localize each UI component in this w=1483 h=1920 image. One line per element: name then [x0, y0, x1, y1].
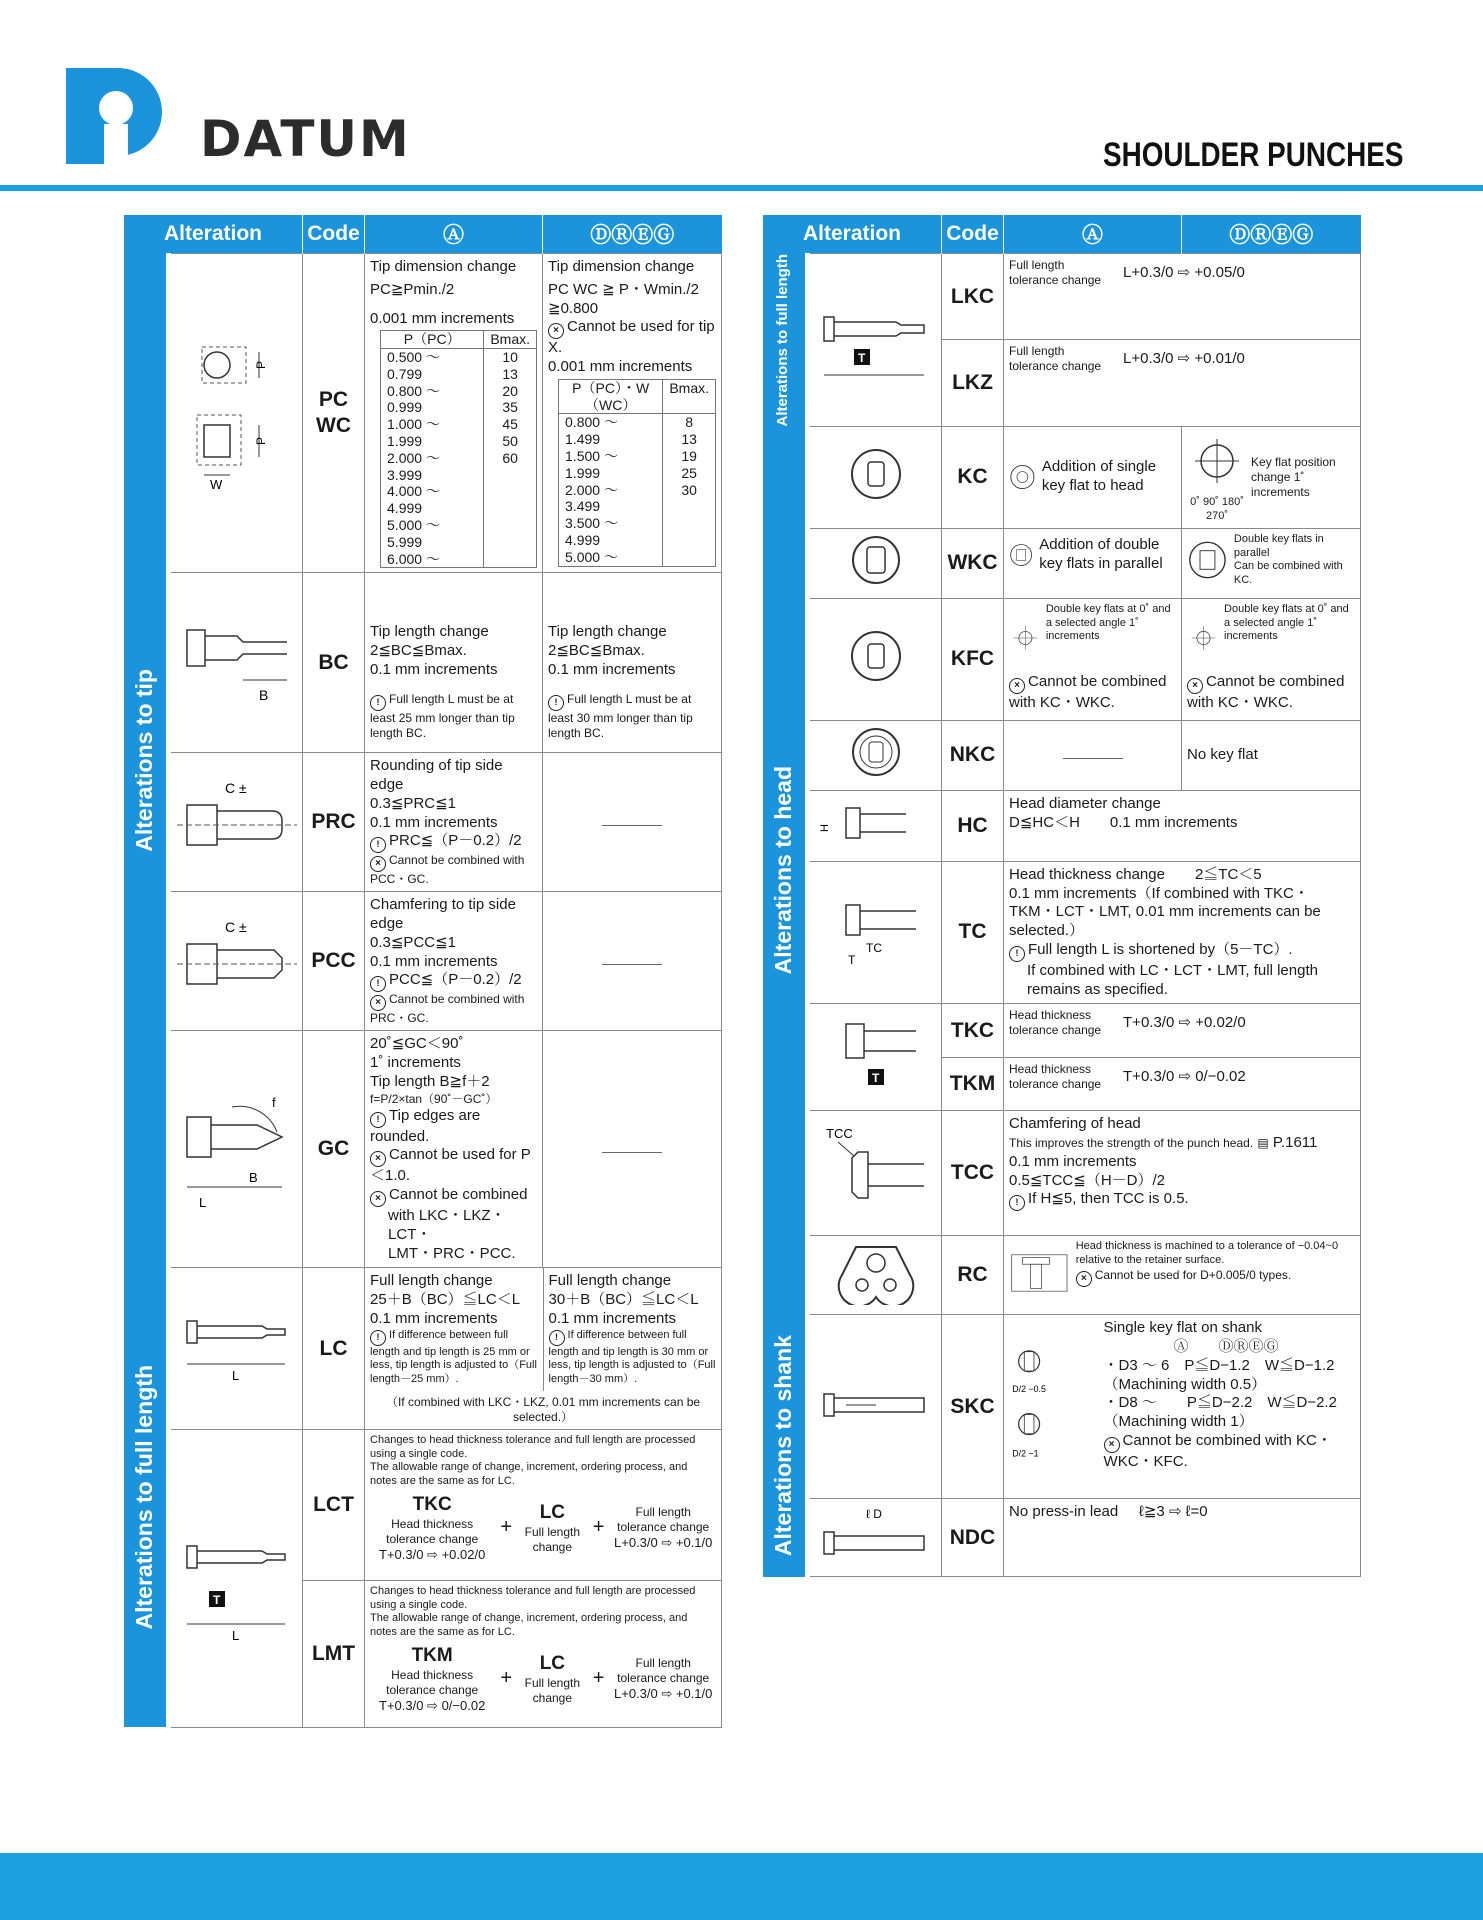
key-flat-icon	[1009, 455, 1036, 499]
svg-text:T: T	[212, 1592, 220, 1607]
ndc-figure	[808, 1499, 942, 1577]
header-alteration: Alteration	[124, 215, 303, 254]
svg-text:TCC: TCC	[825, 1126, 853, 1142]
svg-text:L: L	[231, 1627, 239, 1643]
skc-figure	[808, 1315, 942, 1499]
nkc-d-cell: No key flat	[1182, 720, 1361, 790]
svg-text:B: B	[248, 1169, 258, 1185]
svg-text:W: W	[209, 477, 222, 493]
footer-bar	[0, 1853, 1483, 1920]
rc-figure	[808, 1236, 942, 1315]
x-circle-icon: ×	[370, 995, 386, 1011]
kfc-a-cell: Double key flats at 0˚ and a selected angle 1˚ increments × Cannot be combined with KC・WKC.	[1004, 598, 1182, 720]
svg-text:L: L	[198, 1194, 206, 1210]
wkc-d-cell: Double key flats in parallel Can be combined with KC.	[1182, 528, 1361, 598]
code-kfc: KFC	[942, 598, 1004, 720]
code-hc: HC	[942, 790, 1004, 861]
pcwc-figure	[169, 254, 303, 573]
left-spec-table	[123, 215, 722, 1728]
gc-figure	[169, 1031, 303, 1268]
code-gc: GC	[303, 1031, 365, 1268]
svg-text:P: P	[253, 361, 268, 370]
nkc-a-cell	[1004, 720, 1182, 790]
header-code: Code	[942, 215, 1004, 254]
svg-text:D/2 −0.5: D/2 −0.5	[1012, 1384, 1046, 1395]
code-prc: PRC	[303, 753, 365, 892]
page-ref-icon: ▤	[1257, 1136, 1269, 1150]
shank-key-flat-figure	[1009, 1319, 1098, 1489]
header-alteration: Alteration	[763, 215, 942, 254]
retainer-figure	[1009, 1240, 1070, 1306]
bulb-icon: !	[1009, 946, 1025, 962]
angle-dial-icon	[1187, 431, 1247, 491]
prc-a-cell: Rounding of tip side edge 0.3≦PRC≦1 0.1 mm increments ! PRC≦（P－0.2）/2 × Cannot be combined with PCC・GC.	[365, 753, 543, 892]
lc-figure	[169, 1268, 303, 1430]
pcc-d-cell	[543, 892, 722, 1031]
x-circle-icon: ×	[370, 1151, 386, 1167]
pcc-figure	[169, 892, 303, 1031]
code-kc: KC	[942, 426, 1004, 528]
svg-text:L: L	[231, 1367, 239, 1383]
prc-figure	[169, 753, 303, 892]
lc-cell: Full length change 25＋B（BC）≦LC＜L 0.1 mm increments ! If difference between full length and tip length is 25 mm or less, tip length is adjusted to（Full length－25 mm）. Full length change 30＋B（BC）≦LC＜L 0.1 mm increments ! If difference between full length and tip length is 30 mm or less, tip length is adjusted to（Full length－30 mm）. （If combined with LKC・LKZ, 0.01 mm increments can be selected.）	[365, 1268, 722, 1430]
gc-d-cell	[543, 1031, 722, 1268]
kc-figure	[808, 426, 942, 528]
lmt-cell: Changes to head thickness tolerance and full length are processed using a single code. The allowable range of change, increment, ordering process, and notes are the same as for LC. TKM Head thickness tolerance change T+0.3/0 ⇨ 0/−0.02 + LC Full length change + Full length tolerance change L+0.3/0 ⇨ +0.1/0	[365, 1580, 722, 1727]
header-rule	[0, 185, 1483, 191]
x-circle-icon: ×	[1076, 1271, 1092, 1287]
x-circle-icon: ×	[1104, 1437, 1120, 1453]
bc-a-cell: Tip length change 2≦BC≦Bmax. 0.1 mm increments ! Full length L must be at least 25 mm longer than tip length BC.	[365, 573, 543, 753]
lkz-cell: Full length tolerance change L+0.3/0 ⇨ +0.01/0	[1004, 340, 1361, 426]
header-col-dreg: ⒹⓇⒺⒼ	[543, 215, 722, 254]
code-nkc: NKC	[942, 720, 1004, 790]
page-title: SHOULDER PUNCHES	[1102, 136, 1403, 174]
datum-logo-mark	[66, 68, 162, 164]
skc-cell: D/2 −0.5 D/2 −1 Single key flat on shank Ⓐ ⒹⓇⒺⒼ ・D3 ～ 6 P≦D−1.2 W≦D−1.2 （Machining width 0.5） ・D8 ～ P≦D−2.2 W≦D−2.2 （Machining width 1） × Cannot be combined with KC・WKC・KFC.	[1004, 1315, 1361, 1499]
svg-text:D/2 −1: D/2 −1	[1012, 1448, 1039, 1459]
group-shank: Alterations to shank	[763, 1315, 808, 1577]
tcc-cell: Chamfering of head This improves the strength of the punch head. ▤ P.1611 0.1 mm increments 0.5≦TCC≦（H－D）/2 ! If H≦5, then TCC is 0.5.	[1004, 1111, 1361, 1236]
header-col-dreg: ⒹⓇⒺⒼ	[1182, 215, 1361, 254]
bulb-icon: !	[370, 837, 386, 853]
x-circle-icon: ×	[548, 323, 564, 339]
bulb-icon: !	[370, 1112, 386, 1128]
wkc-a-cell: Addition of double key flats in parallel	[1004, 528, 1182, 598]
svg-text:H: H	[818, 823, 831, 832]
x-circle-icon: ×	[1009, 678, 1025, 694]
code-tcc: TCC	[942, 1111, 1004, 1236]
code-lmt: LMT	[303, 1580, 365, 1727]
x-circle-icon: ×	[1187, 678, 1203, 694]
code-ndc: NDC	[942, 1499, 1004, 1577]
code-pcc: PCC	[303, 892, 365, 1031]
code-lct: LCT	[303, 1429, 365, 1580]
bc-d-cell: Tip length change 2≦BC≦Bmax. 0.1 mm increments ! Full length L must be at least 30 mm longer than tip length BC.	[543, 573, 722, 753]
bulb-icon: !	[1009, 1195, 1025, 1211]
pcwc-a-range-table: P（PC） Bmax. 0.500 ～ 0.799 0.800 ～ 0.999 1.000 ～ 1.999 2.000 ～ 3.999 4.000 ～ 4.999 5.000 ～ 5.999 6.000 ～ 10 13 20 35 45 50 60	[380, 330, 537, 568]
bulb-icon: !	[370, 1330, 386, 1346]
lkc-lkz-figure	[808, 254, 942, 427]
nkc-figure	[808, 720, 942, 790]
prc-d-cell	[543, 753, 722, 892]
svg-text:f: f	[271, 1094, 276, 1110]
code-lkc: LKC	[942, 254, 1004, 340]
kc-a-cell: Addition of single key flat to head	[1004, 426, 1182, 528]
code-skc: SKC	[942, 1315, 1004, 1499]
code-lc: LC	[303, 1268, 365, 1430]
lct-lmt-figure	[169, 1429, 303, 1727]
group-head: Alterations to head	[763, 426, 808, 1315]
svg-text:TC: TC	[865, 940, 882, 955]
bc-figure	[169, 573, 303, 753]
hc-cell: Head diameter change D≦HC＜H 0.1 mm increments	[1004, 790, 1361, 861]
kfc-figure	[808, 598, 942, 720]
tkc-cell: Head thickness tolerance change T+0.3/0 ⇨ +0.02/0	[1004, 1004, 1361, 1058]
svg-text:C ±: C ±	[224, 918, 247, 935]
header-col-a: Ⓐ	[365, 215, 543, 254]
wkc-figure	[808, 528, 942, 598]
code-bc: BC	[303, 573, 365, 753]
code-tkm: TKM	[942, 1058, 1004, 1111]
brand-name: DATUM	[200, 110, 411, 168]
svg-text:P: P	[253, 437, 268, 446]
header-col-a: Ⓐ	[1004, 215, 1182, 254]
kfc-d-cell: Double key flats at 0˚ and a selected angle 1˚ increments × Cannot be combined with KC・WKC.	[1182, 598, 1361, 720]
group-tip: Alterations to tip	[124, 254, 169, 1268]
hc-figure	[808, 790, 942, 861]
code-tc: TC	[942, 861, 1004, 1004]
svg-text:B: B	[258, 687, 268, 704]
tcc-figure	[808, 1111, 942, 1236]
x-circle-icon: ×	[370, 856, 386, 872]
pcwc-d-cell: Tip dimension change PC WC ≧ P・Wmin./2 ≧0.800 × Cannot be used for tip X. 0.001 mm increments P（PC）・W（WC） Bmax. 0.800 ～ 1.499 1.500 ～ 1.999 2.000 ～ 3.499 3.500 ～ 4.999 5.000 ～ 8 13 19 25 30	[543, 254, 722, 573]
lct-cell: Changes to head thickness tolerance and full length are processed using a single code. The allowable range of change, increment, ordering process, and notes are the same as for LC. TKC Head thickness tolerance change T+0.3/0 ⇨ +0.02/0 + LC Full length change + Full length tolerance change L+0.3/0 ⇨ +0.1/0	[365, 1429, 722, 1580]
bulb-icon: !	[370, 976, 386, 992]
svg-text:T: T	[871, 1071, 879, 1086]
kc-d-cell: 0˚ 90˚ 180˚ 270˚ Key flat position change 1˚ increments	[1182, 426, 1361, 528]
right-spec-table	[762, 215, 1361, 1577]
code-wkc: WKC	[942, 528, 1004, 598]
group-full-length: Alterations to full length	[124, 1268, 169, 1728]
code-pcwc: PC WC	[303, 254, 365, 573]
svg-text:ℓ D: ℓ D	[865, 1506, 882, 1521]
ndc-cell: No press-in lead ℓ≧3 ⇨ ℓ=0	[1004, 1499, 1361, 1577]
tc-cell: Head thickness change 2≦TC＜5 0.1 mm increments（If combined with TKC・TKM・LCT・LMT, 0.01 mm increments can be selected.） ! Full length L is shortened by（5－TC）. If combined with LC・LCT・LMT, full length remains as specified.	[1004, 861, 1361, 1004]
gc-a-cell: 20˚≦GC＜90˚ 1˚ increments Tip length B≧f＋2 f=P/2×tan（90˚－GC˚） ! Tip edges are rounded. × Cannot be used for P＜1.0. × Cannot be combined with LKC・LKZ・LCT・ LMT・PRC・PCC.	[365, 1031, 543, 1268]
bulb-icon: !	[370, 695, 386, 711]
x-circle-icon: ×	[370, 1191, 386, 1207]
pcc-a-cell: Chamfering to tip side edge 0.3≦PCC≦1 0.1 mm increments ! PCC≦（P－0.2）/2 × Cannot be combined with PRC・GC.	[365, 892, 543, 1031]
code-tkc: TKC	[942, 1004, 1004, 1058]
tkm-cell: Head thickness tolerance change T+0.3/0 ⇨ 0/−0.02	[1004, 1058, 1361, 1111]
svg-text:C ±: C ±	[224, 779, 247, 796]
bulb-icon: !	[548, 695, 564, 711]
svg-text:T: T	[857, 350, 865, 365]
pcwc-a-cell: Tip dimension change PC≧Pmin./2 0.001 mm increments P（PC） Bmax. 0.500 ～ 0.799 0.800 ～ 0.999 1.000 ～ 1.999 2.000 ～ 3.999 4.000 ～ 4.999 5.000 ～ 5.999 6.000 ～ 10 13 20 35 45 50 60	[365, 254, 543, 573]
lkc-cell: Full length tolerance change L+0.3/0 ⇨ +0.05/0	[1004, 254, 1361, 340]
code-lkz: LKZ	[942, 340, 1004, 426]
bulb-icon: !	[549, 1330, 565, 1346]
tkc-tkm-figure	[808, 1004, 942, 1111]
rc-cell: Head thickness is machined to a tolerance of −0.04~0 relative to the retainer surface. × Cannot be used for D+0.005/0 types.	[1004, 1236, 1361, 1315]
header-code: Code	[303, 215, 365, 254]
code-rc: RC	[942, 1236, 1004, 1315]
pcwc-d-range-table: P（PC）・W（WC） Bmax. 0.800 ～ 1.499 1.500 ～ 1.999 2.000 ～ 3.499 3.500 ～ 4.999 5.000 ～ 8 13 19 25 30	[558, 379, 716, 567]
group-full-length: Alterations to full length	[763, 254, 808, 427]
svg-text:T: T	[847, 952, 855, 967]
tc-figure	[808, 861, 942, 1004]
